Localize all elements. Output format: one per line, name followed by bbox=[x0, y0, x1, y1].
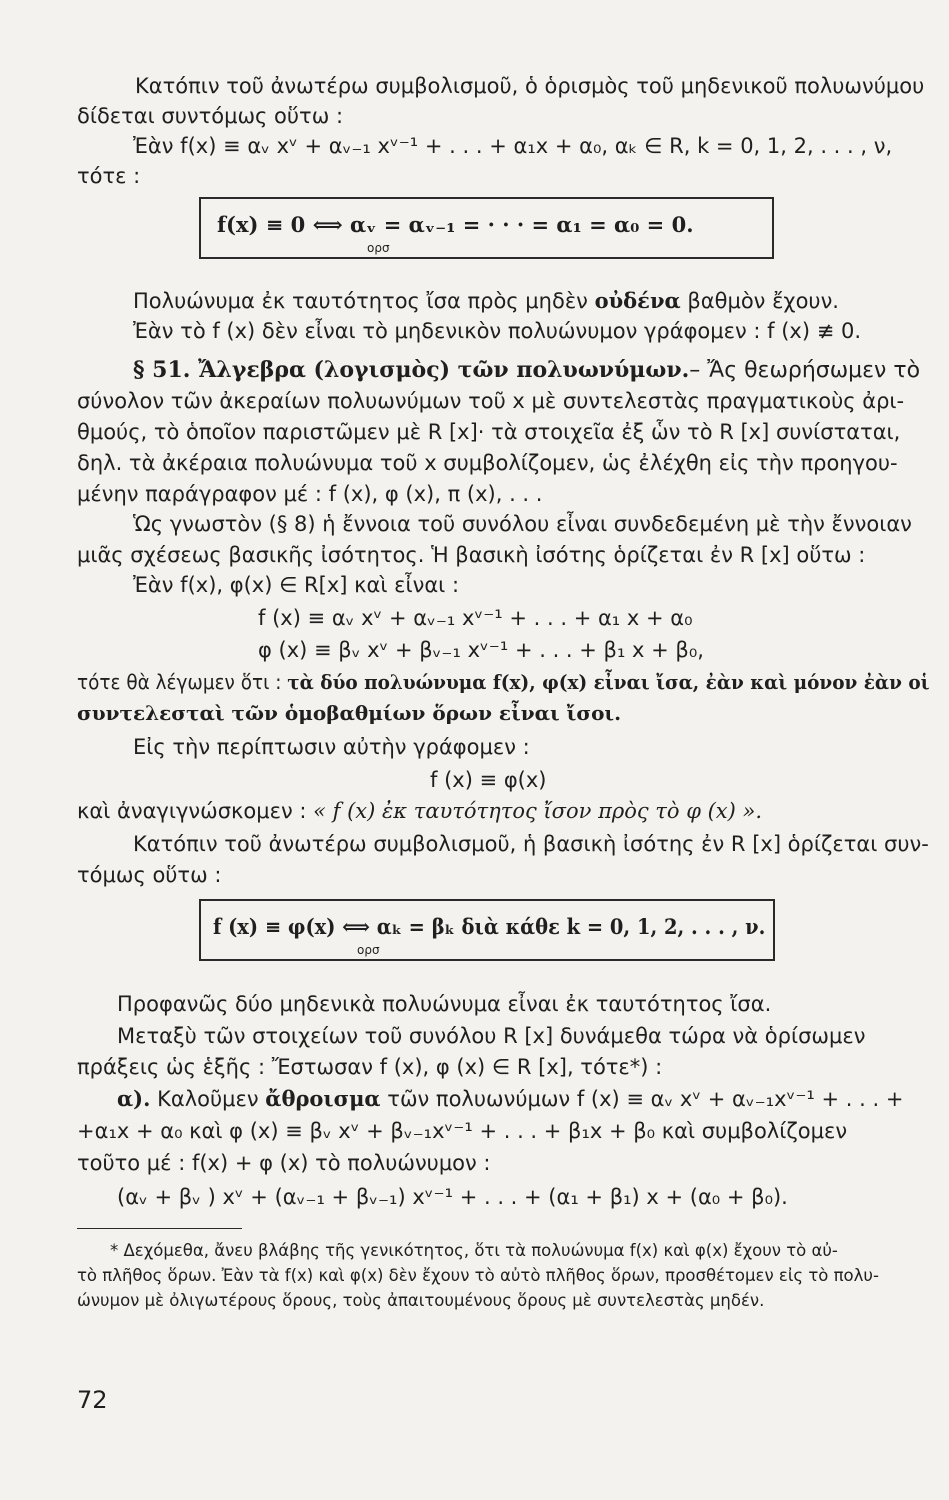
formula-line: f (x) ≡ αᵥ xᵛ + αᵥ₋₁ xᵛ⁻¹ + . . . + α₁ x + α₀ bbox=[258, 606, 693, 630]
text-line: Κατόπιν τοῦ ἀνωτέρω συμβολισμοῦ, ὁ ὁρισμὸς τοῦ μηδενικοῦ πολυωνύμου bbox=[135, 74, 925, 98]
text-line: σύνολον τῶν ἀκεραίων πολυωνύμων τοῦ x μὲ συντελεστὰς πραγματικοὺς ἀρι- bbox=[77, 389, 905, 413]
definition-marker: ορσ bbox=[367, 241, 390, 255]
text-line: Ὡς γνωστὸν (§ 8) ἡ ἔννοια τοῦ συνόλου εἶναι συνδεδεμένη μὲ τὴν ἔννοιαν bbox=[133, 512, 912, 536]
text-line: δηλ. τὰ ἀκέραια πολυώνυμα τοῦ x συμβολίζομεν, ὡς ἐλέχθη εἰς τὴν προηγου- bbox=[77, 451, 898, 475]
footnote-line: * Δεχόμεθα, ἄνευ βλάβης τῆς γενικότητος, ὅτι τὰ πολυώνυμα f(x) καὶ φ(x) ἔχουν τὸ αὐ- bbox=[110, 1241, 838, 1260]
definition-box-zero-polynomial bbox=[199, 197, 774, 259]
formula-line: f (x) ≡ φ(x) bbox=[430, 768, 547, 792]
text-line: τότε θὰ λέγωμεν ὅτι : τὰ δύο πολυώνυμα f(x), φ(x) εἶναι ἴσα, ἐὰν καὶ μόνον ἐὰν οἱ bbox=[77, 670, 930, 694]
text-line: μιᾶς σχέσεως βασικῆς ἰσότητος. Ἡ βασικὴ ἰσότης ὁρίζεται ἐν R [x] οὕτω : bbox=[77, 543, 866, 567]
footnote-line: τὸ πλῆθος ὅρων. Ἐὰν τὰ f(x) καὶ φ(x) δὲν ἔχουν τὸ αὐτὸ πλῆθος ὅρων, προσθέτομεν εἰς τὸ πολυ- bbox=[77, 1266, 879, 1285]
definition-box-polynomial-equality bbox=[199, 899, 775, 961]
text-line: α). Καλοῦμεν ἄθροισμα τῶν πολυωνύμων f (x) ≡ αᵥ xᵛ + αᵥ₋₁xᵛ⁻¹ + . . . + bbox=[117, 1086, 904, 1111]
text-line: μένην παράγραφον μέ : f (x), φ (x), π (x), . . . bbox=[77, 482, 543, 506]
text-line: τότε : bbox=[77, 164, 141, 188]
text-line: τοῦτο μέ : f(x) + φ (x) τὸ πολυώνυμον : bbox=[77, 1151, 491, 1175]
page-number: 72 bbox=[77, 1386, 108, 1414]
formula-line: (αᵥ + βᵥ ) xᵛ + (αᵥ₋₁ + βᵥ₋₁) xᵛ⁻¹ + . . . + (α₁ + β₁) x + (α₀ + β₀). bbox=[117, 1185, 788, 1209]
text-line: τόμως οὕτω : bbox=[77, 863, 222, 887]
text-line: πράξεις ὡς ἑξῆς : Ἔστωσαν f (x), φ (x) ∈ R [x], τότε*) : bbox=[77, 1055, 663, 1079]
text-line: Ἐὰν τὸ f (x) δὲν εἶναι τὸ μηδενικὸν πολυώνυμον γράφομεν : f (x) ≢ 0. bbox=[133, 319, 862, 343]
text-line: συντελεσταὶ τῶν ὁμοβαθμίων ὅρων εἶναι ἴσοι. bbox=[77, 701, 622, 725]
text-line: Ἐὰν f(x) ≡ αᵥ xᵛ + αᵥ₋₁ xᵛ⁻¹ + . . . + α₁x + α₀, αₖ ∈ R, k = 0, 1, 2, . . . , ν, bbox=[133, 134, 893, 158]
boxed-formula: f(x) ≡ 0 ⟺ αᵥ = αᵥ₋₁ = · · · = α₁ = α₀ = 0. bbox=[217, 212, 694, 237]
text-line: Πολυώνυμα ἐκ ταυτότητος ἴσα πρὸς μηδὲν οὐδένα βαθμὸν ἔχουν. bbox=[133, 288, 839, 313]
definition-marker: ορσ bbox=[357, 943, 380, 957]
text-line: Μεταξὺ τῶν στοιχείων τοῦ συνόλου R [x] δυνάμεθα τώρα νὰ ὁρίσωμεν bbox=[117, 1024, 866, 1048]
section-heading: § 51. Ἄλγεβρα (λογισμὸς) τῶν πολυωνύμων.– Ἄς θεωρήσωμεν τὸ bbox=[133, 357, 921, 383]
text-line: θμούς, τὸ ὁποῖον παριστῶμεν μὲ R [x]· τὰ στοιχεῖα ἐξ ὧν τὸ R [x] συνίσταται, bbox=[77, 420, 901, 444]
text-line: Ἐὰν f(x), φ(x) ∈ R[x] καὶ εἶναι : bbox=[133, 573, 460, 597]
text-line: +α₁x + α₀ καὶ φ (x) ≡ βᵥ xᵛ + βᵥ₋₁xᵛ⁻¹ + . . . + β₁x + β₀ καὶ συμβολίζομεν bbox=[77, 1119, 848, 1143]
formula-line: φ (x) ≡ βᵥ xᵛ + βᵥ₋₁ xᵛ⁻¹ + . . . + β₁ x + β₀, bbox=[258, 638, 704, 662]
boxed-formula: f (x) ≡ φ(x) ⟺ αₖ = βₖ διὰ κάθε k = 0, 1, 2, . . . , ν. bbox=[213, 914, 766, 939]
footnote-line: ώνυμον μὲ ὀλιγωτέρους ὅρους, τοὺς ἀπαιτουμένους ὅρους μὲ συντελεστὰς μηδέν. bbox=[77, 1291, 765, 1310]
text-line: Εἰς τὴν περίπτωσιν αὐτὴν γράφομεν : bbox=[133, 735, 530, 759]
text-line: Κατόπιν τοῦ ἀνωτέρω συμβολισμοῦ, ἡ βασικὴ ἰσότης ἐν R [x] ὁρίζεται συν- bbox=[133, 832, 929, 856]
footnote-divider bbox=[77, 1228, 242, 1229]
text-line: Προφανῶς δύο μηδενικὰ πολυώνυμα εἶναι ἐκ ταυτότητος ἴσα. bbox=[117, 992, 772, 1016]
text-line: καὶ ἀναγιγνώσκομεν : « f (x) ἐκ ταυτότητος ἴσον πρὸς τὸ φ (x) ». bbox=[77, 799, 763, 823]
text-line: δίδεται συντόμως οὕτω : bbox=[77, 104, 344, 128]
